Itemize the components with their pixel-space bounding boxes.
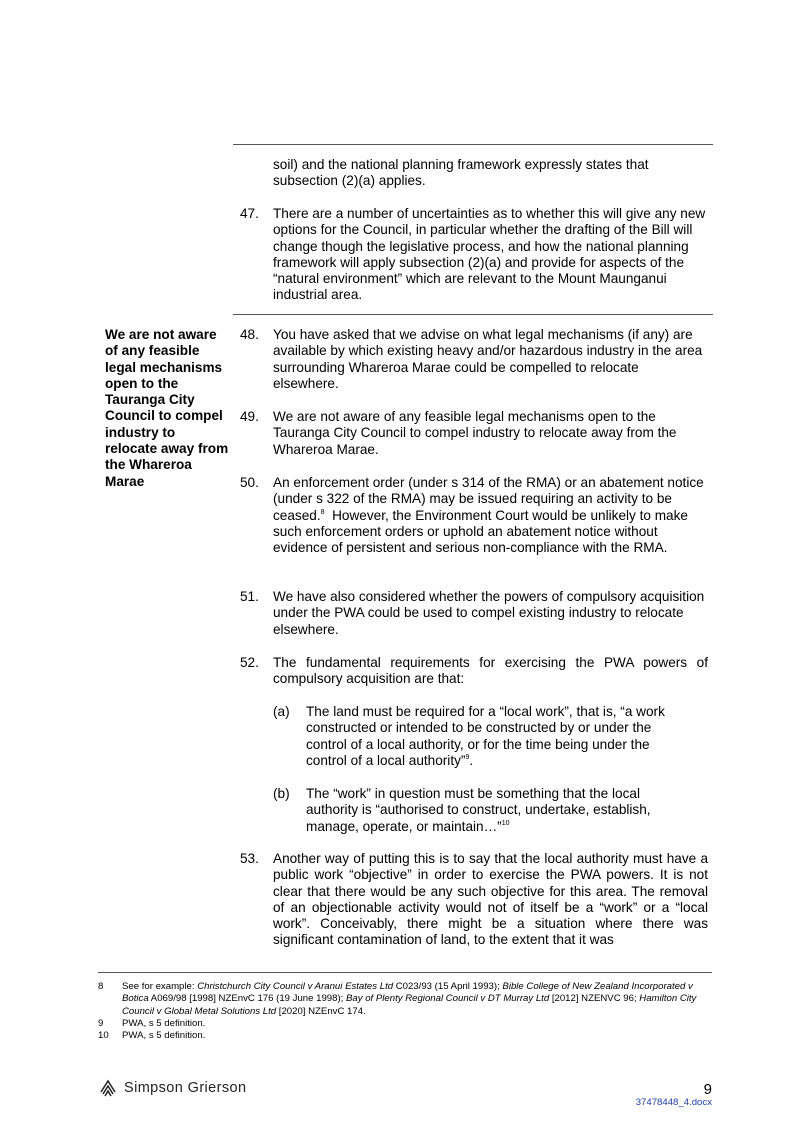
subparagraph-52a: (a) The land must be required for a “local work”, that is, “a work constructed or intended to be constructed by or under the control of a local authority, or for the time being under the control of a local authority”$^9$. <box>273 704 665 768</box>
footnote-8: 8 See for example: Christchurch City Council v Aranui Estates Ltd C023/93 (15 April 1993); Bible College of New Zealand Incorporated v Botica A069/98 [1998] NZEnvC 176 (19 June 1998); Bay of Plenty Regional Council v DT Murray Ltd [2012] NZENVC 96; Hamilton City Council v Global Metal Solutions Ltd [2020] NZEnvC 174. <box>98 981 697 1017</box>
footnote-9: 9 PWA, s 5 definition. <box>98 1018 206 1029</box>
footnote-ref-8[interactable]: 8 <box>320 508 325 516</box>
firm-logo <box>98 1078 246 1098</box>
paragraph-49: 49. We are not aware of any feasible legal mechanisms open to the Tauranga City Council to compel industry to relocate away from the Whareroa Marae. <box>240 409 677 457</box>
case-citation: Christchurch City Council v Aranui Estates Ltd <box>197 981 394 992</box>
paragraph-47: 47. There are a number of uncertainties as to whether this will give any new options for the Council, in particular whether the drafting of the Bill will change though the legislative process, and how the national planning framework will apply subsection (2)(a) and provide for aspects of the “natural environment” which are relevant to the Mount Maunganui industrial area. <box>240 206 706 303</box>
margin-heading: We are not aware of any feasible legal mechanisms open to the Tauranga City Council to compel industry to relocate away from the Whareroa Marae <box>105 327 229 489</box>
footnote-ref-9[interactable]: 9 <box>465 753 470 761</box>
logo-text: Simpson Grierson <box>124 1080 247 1096</box>
section-rule <box>233 314 713 315</box>
case-citation: Bible College of New Zealand Incorporated v Botica <box>122 981 693 1005</box>
footnote-ref-10[interactable]: 10 <box>501 819 510 827</box>
footnote-10: 10 PWA, s 5 definition. <box>98 1030 206 1041</box>
paragraph-50-text-b: However, the Environment Court would be unlikely to make such enforcement orders or uphold an abatement notice without evidence of persistent and serious non-compliance with the RMA. <box>273 507 692 556</box>
continued-paragraph: soil) and the national planning framework expressly states that subsection (2)(a) applies. <box>273 157 649 189</box>
footnote-rule <box>98 972 712 973</box>
paragraph-50-text-a: An enforcement order (under s 314 of the RMA) or an abatement notice (under s 322 of the RMA) may be issued requiring an activity to be ceased. <box>273 475 704 523</box>
subparagraph-52b: (b) The “work” in question must be something that the local authority is “authorised to construct, undertake, establish, manage, operate, or maintain…”$^{10}$ <box>273 786 651 834</box>
document-reference: 37478448_4.docx <box>635 1097 712 1108</box>
paragraph-53: 53. Another way of putting this is to say that the local authority must have a public work “objective” in order to exercise the PWA powers. It is not clear that there would be any such objective for this area. The removal of an objectionable activity would not of itself be a “work” or a “local work”. Conceivably, there might be a situation where there was significant contamination of land, to the extent that it was <box>240 851 708 948</box>
paragraph-48: 48. You have asked that we advise on what legal mechanisms (if any) are available by which existing heavy and/or hazardous industry in the area surrounding Whareroa Marae could be compelled to relocate elsewhere. <box>240 327 703 391</box>
paragraph-51: 51. We have also considered whether the powers of compulsory acquisition under the PWA could be used to compel existing industry to relocate elsewhere. <box>240 589 705 637</box>
top-rule <box>233 144 713 145</box>
paragraph-52: 52. The fundamental requirements for exercising the PWA powers of compulsory acquisition are that: <box>240 655 708 687</box>
case-citation: Bay of Plenty Regional Council v DT Murray Ltd <box>346 993 550 1005</box>
page-number: 9 <box>703 1081 712 1098</box>
logo-mark-icon <box>98 1078 118 1098</box>
paragraph-50: 50. An enforcement order (under s 314 of the RMA) or an abatement notice (under s 322 of the RMA) may be issued requiring an activity to be ceased.$^8$ However, the Environment Court would be unlikely to make such enforcement orders or uphold an abatement notice without evidence of persistent and serious non-compliance with the RMA. <box>240 475 704 556</box>
case-citation: Hamilton City Council v Global Metal Solutions Ltd <box>122 993 697 1017</box>
